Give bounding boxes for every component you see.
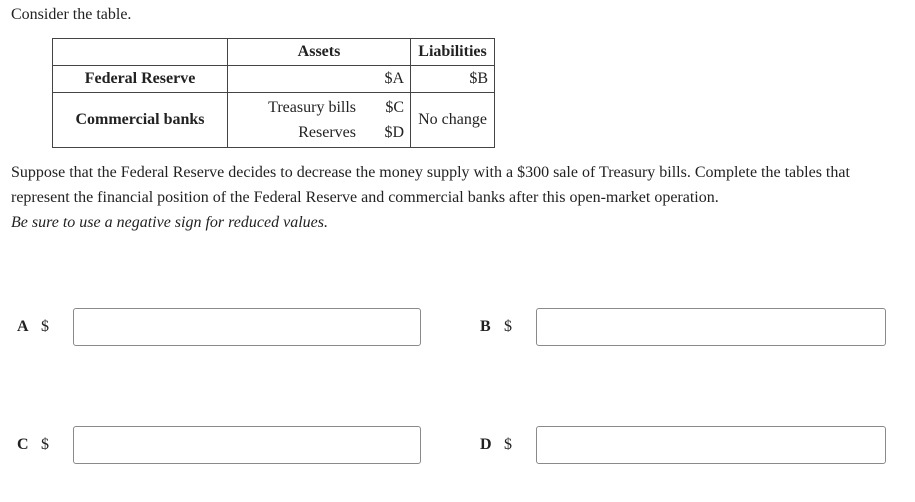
- field-d-row: [480, 426, 886, 464]
- treasury-bills-label: Treasury bills: [268, 98, 356, 116]
- field-b-row: [480, 308, 886, 346]
- federal-reserve-label: Federal Reserve: [53, 66, 228, 93]
- field-b-dollar: $: [504, 318, 512, 335]
- field-c-letter: C: [17, 436, 29, 453]
- assets-header: Assets: [228, 39, 411, 66]
- liabilities-header: Liabilities: [411, 39, 495, 66]
- question-text: Suppose that the Federal Reserve decides to decrease the money supply with a $300 sale of Treasury bills. Complete the tables that represent the financial position of the Federal Reserve and commercial banks after this open-market operation.: [11, 164, 850, 206]
- field-b-input[interactable]: [536, 308, 886, 346]
- table-row: [53, 66, 495, 93]
- treasury-bills-value: $C: [385, 98, 404, 116]
- asset-line-reserves: [228, 120, 410, 145]
- field-c-input[interactable]: [73, 426, 421, 464]
- field-b-letter: B: [480, 318, 491, 335]
- field-a-input[interactable]: [73, 308, 421, 346]
- question-paragraph: [11, 160, 901, 235]
- asset-line-treasury-bills: [228, 95, 410, 120]
- field-a-row: [17, 308, 421, 346]
- field-a-dollar: $: [41, 318, 49, 335]
- field-a-letter: A: [17, 318, 29, 335]
- field-d-input[interactable]: [536, 426, 886, 464]
- reserves-label: Reserves: [298, 123, 356, 141]
- question-note: Be sure to use a negative sign for reduced values.: [11, 214, 328, 231]
- intro-text: Consider the table.: [11, 6, 132, 23]
- table-header-row: [53, 39, 495, 66]
- field-d-dollar: $: [504, 436, 512, 453]
- field-c-dollar: $: [41, 436, 49, 453]
- header-blank-cell: [53, 39, 228, 66]
- commercial-banks-label: Commercial banks: [53, 93, 228, 148]
- reserves-value: $D: [384, 123, 404, 141]
- field-c-row: [17, 426, 421, 464]
- table-row: [53, 93, 495, 148]
- field-d-letter: D: [480, 436, 492, 453]
- federal-reserve-assets-value: $A: [228, 66, 411, 93]
- balance-sheet-table: [52, 38, 495, 148]
- commercial-banks-assets-cell: [228, 93, 411, 148]
- federal-reserve-liabilities-value: $B: [411, 66, 495, 93]
- commercial-banks-liabilities-value: No change: [411, 93, 495, 148]
